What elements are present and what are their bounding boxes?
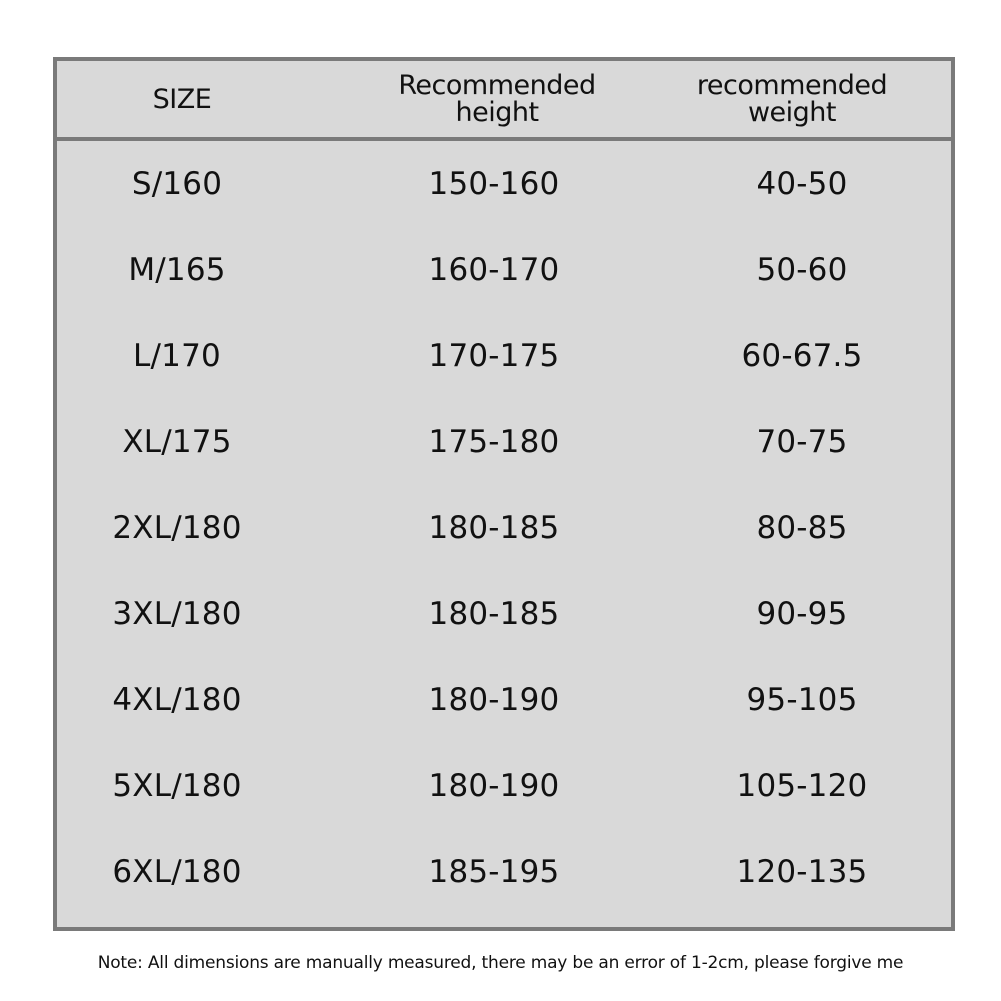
header-height-line2: height xyxy=(455,97,539,128)
height-cell: 180-185 xyxy=(428,510,560,546)
weight-cell: 50-60 xyxy=(756,252,848,288)
size-cell: 3XL/180 xyxy=(112,596,242,632)
height-cell: 180-190 xyxy=(428,768,560,804)
header-weight-line1: recommended xyxy=(696,70,888,101)
header-size-label: SIZE xyxy=(152,83,212,115)
table-row xyxy=(57,141,951,227)
size-cell: M/165 xyxy=(128,252,226,288)
size-cell: L/170 xyxy=(133,338,221,374)
table-row xyxy=(57,657,951,743)
size-chart-table xyxy=(53,57,955,931)
header-weight-line2: weight xyxy=(747,97,837,128)
size-cell: XL/175 xyxy=(122,424,232,460)
header-height-line1: Recommended xyxy=(398,70,596,101)
size-cell: 4XL/180 xyxy=(112,682,242,718)
table-row xyxy=(57,399,951,485)
weight-cell: 70-75 xyxy=(756,424,848,460)
table-row xyxy=(57,829,951,915)
weight-cell: 120-135 xyxy=(736,854,868,890)
weight-cell: 105-120 xyxy=(736,768,868,804)
header-recommended-weight xyxy=(687,61,897,137)
table-row xyxy=(57,227,951,313)
header-size xyxy=(92,61,272,137)
size-cell: S/160 xyxy=(131,166,223,202)
size-cell: 5XL/180 xyxy=(112,768,242,804)
height-cell: 175-180 xyxy=(428,424,560,460)
table-header-row xyxy=(57,61,951,141)
weight-cell: 60-67.5 xyxy=(741,338,863,374)
size-cell: 6XL/180 xyxy=(112,854,242,890)
header-recommended-height xyxy=(392,61,602,137)
height-cell: 150-160 xyxy=(428,166,560,202)
height-cell: 180-185 xyxy=(428,596,560,632)
weight-cell: 95-105 xyxy=(746,682,858,718)
size-cell: 2XL/180 xyxy=(112,510,242,546)
height-cell: 170-175 xyxy=(428,338,560,374)
table-body xyxy=(57,141,951,915)
weight-cell: 90-95 xyxy=(756,596,848,632)
height-cell: 185-195 xyxy=(428,854,560,890)
weight-cell: 80-85 xyxy=(756,510,848,546)
height-cell: 180-190 xyxy=(428,682,560,718)
table-row xyxy=(57,313,951,399)
measurement-note: Note: All dimensions are manually measured, there may be an error of 1-2cm, please forgive me xyxy=(97,953,904,973)
weight-cell: 40-50 xyxy=(756,166,848,202)
table-row xyxy=(57,571,951,657)
table-row xyxy=(57,743,951,829)
table-row xyxy=(57,485,951,571)
height-cell: 160-170 xyxy=(428,252,560,288)
